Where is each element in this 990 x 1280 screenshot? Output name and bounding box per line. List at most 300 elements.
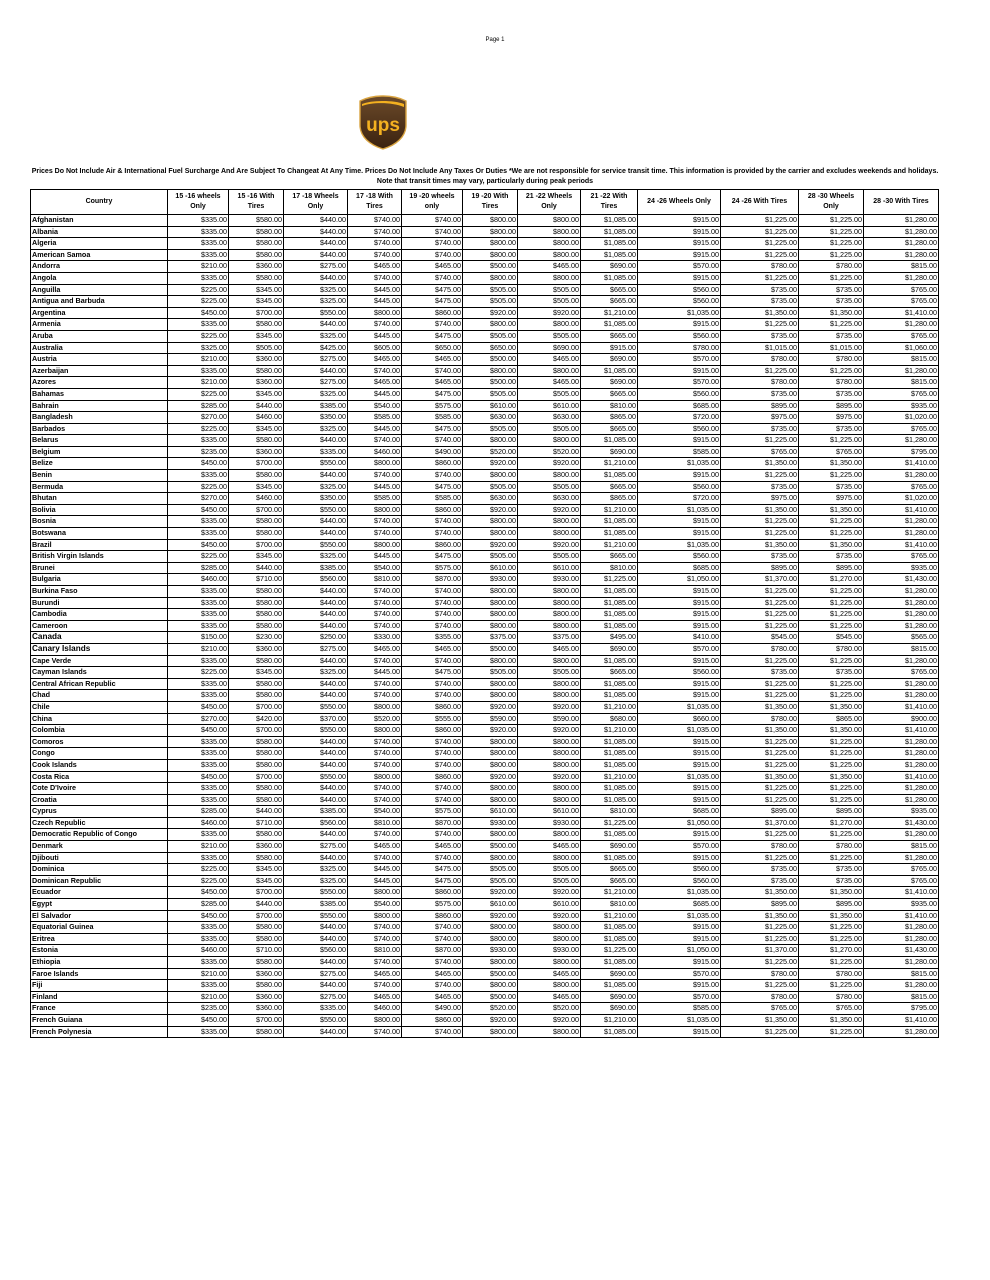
- price-cell: $765.00: [799, 1003, 864, 1015]
- country-cell: China: [31, 713, 168, 725]
- price-cell: $1,225.00: [799, 272, 864, 284]
- price-cell: $735.00: [721, 330, 799, 342]
- price-cell: $740.00: [348, 586, 402, 598]
- price-cell: $465.00: [402, 643, 463, 655]
- price-cell: $660.00: [638, 713, 721, 725]
- country-cell: American Samoa: [31, 249, 168, 261]
- price-cell: $545.00: [799, 632, 864, 644]
- price-cell: $920.00: [463, 725, 518, 737]
- price-cell: $560.00: [638, 481, 721, 493]
- price-cell: $505.00: [463, 864, 518, 876]
- price-cell: $1,225.00: [721, 783, 799, 795]
- price-cell: $1,085.00: [581, 980, 638, 992]
- country-cell: Aruba: [31, 330, 168, 342]
- price-cell: $915.00: [638, 272, 721, 284]
- country-cell: Ecuador: [31, 887, 168, 899]
- price-cell: $465.00: [402, 968, 463, 980]
- price-cell: $800.00: [518, 620, 581, 632]
- price-cell: $1,225.00: [721, 748, 799, 760]
- table-row: [31, 829, 939, 841]
- price-cell: $765.00: [864, 667, 939, 679]
- price-cell: $800.00: [518, 759, 581, 771]
- price-cell: $550.00: [284, 1014, 348, 1026]
- price-cell: $1,085.00: [581, 586, 638, 598]
- table-row: [31, 400, 939, 412]
- price-cell: $1,225.00: [799, 794, 864, 806]
- price-cell: $740.00: [348, 690, 402, 702]
- country-cell: Colombia: [31, 725, 168, 737]
- price-cell: $570.00: [638, 261, 721, 273]
- price-cell: $540.00: [348, 400, 402, 412]
- country-cell: Czech Republic: [31, 817, 168, 829]
- country-cell: Argentina: [31, 307, 168, 319]
- price-cell: $335.00: [168, 794, 229, 806]
- price-cell: $505.00: [463, 284, 518, 296]
- price-cell: $800.00: [463, 609, 518, 621]
- price-cell: $895.00: [721, 400, 799, 412]
- price-cell: $505.00: [229, 342, 284, 354]
- price-cell: $370.00: [284, 713, 348, 725]
- price-cell: $1,085.00: [581, 272, 638, 284]
- price-cell: $800.00: [463, 957, 518, 969]
- column-header: 19 -20 With Tires: [463, 190, 518, 215]
- price-cell: $740.00: [402, 435, 463, 447]
- table-row: [31, 1026, 939, 1038]
- price-cell: $810.00: [348, 574, 402, 586]
- price-cell: $440.00: [284, 528, 348, 540]
- price-cell: $800.00: [518, 528, 581, 540]
- price-cell: $700.00: [229, 458, 284, 470]
- price-cell: $915.00: [638, 516, 721, 528]
- price-cell: $735.00: [721, 875, 799, 887]
- table-row: [31, 458, 939, 470]
- price-cell: $740.00: [402, 922, 463, 934]
- price-cell: $540.00: [348, 806, 402, 818]
- price-cell: $800.00: [463, 319, 518, 331]
- price-cell: $460.00: [229, 412, 284, 424]
- price-cell: $580.00: [229, 597, 284, 609]
- price-cell: $335.00: [168, 435, 229, 447]
- price-cell: $1,035.00: [638, 458, 721, 470]
- price-cell: $1,225.00: [799, 829, 864, 841]
- price-cell: $580.00: [229, 690, 284, 702]
- price-cell: $685.00: [638, 562, 721, 574]
- price-cell: $895.00: [799, 400, 864, 412]
- price-cell: $325.00: [284, 875, 348, 887]
- price-cell: $800.00: [518, 852, 581, 864]
- price-cell: $1,050.00: [638, 574, 721, 586]
- table-row: [31, 597, 939, 609]
- price-cell: $1,225.00: [721, 655, 799, 667]
- price-cell: $505.00: [463, 481, 518, 493]
- price-cell: $765.00: [864, 296, 939, 308]
- price-cell: $740.00: [348, 238, 402, 250]
- price-cell: $385.00: [284, 806, 348, 818]
- price-cell: $440.00: [284, 238, 348, 250]
- price-cell: $580.00: [229, 736, 284, 748]
- price-cell: $505.00: [518, 330, 581, 342]
- price-cell: $335.00: [168, 609, 229, 621]
- price-cell: $1,225.00: [799, 470, 864, 482]
- price-cell: $735.00: [799, 667, 864, 679]
- price-cell: $915.00: [638, 922, 721, 934]
- price-cell: $410.00: [638, 632, 721, 644]
- price-cell: $335.00: [168, 922, 229, 934]
- column-header: 24 -26 With Tires: [721, 190, 799, 215]
- price-cell: $335.00: [168, 933, 229, 945]
- price-cell: $1,085.00: [581, 435, 638, 447]
- price-cell: $1,225.00: [721, 597, 799, 609]
- price-cell: $440.00: [284, 852, 348, 864]
- price-cell: $800.00: [518, 597, 581, 609]
- price-cell: $505.00: [518, 864, 581, 876]
- price-cell: $360.00: [229, 841, 284, 853]
- price-cell: $740.00: [348, 1026, 402, 1038]
- price-cell: $505.00: [463, 423, 518, 435]
- price-cell: $915.00: [638, 470, 721, 482]
- price-cell: $550.00: [284, 458, 348, 470]
- price-cell: $1,280.00: [864, 597, 939, 609]
- price-cell: $580.00: [229, 678, 284, 690]
- country-cell: Belarus: [31, 435, 168, 447]
- country-cell: Croatia: [31, 794, 168, 806]
- price-cell: $800.00: [518, 829, 581, 841]
- price-cell: $1,085.00: [581, 852, 638, 864]
- price-cell: $1,430.00: [864, 945, 939, 957]
- price-cell: $580.00: [229, 609, 284, 621]
- price-cell: $665.00: [581, 481, 638, 493]
- price-cell: $1,225.00: [721, 922, 799, 934]
- price-cell: $210.00: [168, 261, 229, 273]
- price-cell: $815.00: [864, 841, 939, 853]
- price-cell: $325.00: [284, 388, 348, 400]
- price-cell: $1,020.00: [864, 412, 939, 424]
- price-cell: $935.00: [864, 806, 939, 818]
- price-cell: $440.00: [284, 678, 348, 690]
- price-cell: $1,370.00: [721, 817, 799, 829]
- price-cell: $350.00: [284, 412, 348, 424]
- price-cell: $1,350.00: [799, 504, 864, 516]
- price-cell: $740.00: [402, 597, 463, 609]
- price-cell: $465.00: [518, 377, 581, 389]
- price-cell: $740.00: [402, 249, 463, 261]
- price-cell: $870.00: [402, 574, 463, 586]
- price-cell: $580.00: [229, 435, 284, 447]
- price-cell: $225.00: [168, 296, 229, 308]
- price-cell: $865.00: [799, 713, 864, 725]
- price-cell: $920.00: [518, 771, 581, 783]
- price-cell: $445.00: [348, 296, 402, 308]
- price-cell: $915.00: [638, 655, 721, 667]
- country-cell: French Polynesia: [31, 1026, 168, 1038]
- price-cell: $1,085.00: [581, 794, 638, 806]
- price-cell: $935.00: [864, 400, 939, 412]
- price-cell: $800.00: [463, 690, 518, 702]
- price-cell: $1,225.00: [721, 759, 799, 771]
- price-cell: $580.00: [229, 249, 284, 261]
- price-cell: $475.00: [402, 864, 463, 876]
- price-cell: $335.00: [168, 783, 229, 795]
- price-cell: $560.00: [638, 296, 721, 308]
- country-cell: Belgium: [31, 446, 168, 458]
- price-cell: $1,085.00: [581, 759, 638, 771]
- price-cell: $800.00: [463, 528, 518, 540]
- price-cell: $450.00: [168, 910, 229, 922]
- price-cell: $250.00: [284, 632, 348, 644]
- price-cell: $1,280.00: [864, 829, 939, 841]
- price-cell: $800.00: [463, 435, 518, 447]
- price-cell: $475.00: [402, 875, 463, 887]
- price-cell: $665.00: [581, 667, 638, 679]
- price-cell: $915.00: [638, 435, 721, 447]
- price-cell: $610.00: [463, 806, 518, 818]
- price-cell: $780.00: [799, 261, 864, 273]
- price-cell: $505.00: [463, 551, 518, 563]
- price-cell: $590.00: [463, 713, 518, 725]
- price-cell: $580.00: [229, 215, 284, 227]
- price-cell: $920.00: [518, 1014, 581, 1026]
- price-cell: $1,280.00: [864, 678, 939, 690]
- price-cell: $915.00: [638, 609, 721, 621]
- price-cell: $780.00: [638, 342, 721, 354]
- price-cell: $860.00: [402, 771, 463, 783]
- price-cell: $475.00: [402, 284, 463, 296]
- price-cell: $800.00: [518, 365, 581, 377]
- price-cell: $335.00: [168, 852, 229, 864]
- price-cell: $440.00: [284, 759, 348, 771]
- price-cell: $590.00: [518, 713, 581, 725]
- price-cell: $740.00: [348, 829, 402, 841]
- price-cell: $465.00: [518, 643, 581, 655]
- price-cell: $1,035.00: [638, 504, 721, 516]
- price-cell: $1,225.00: [721, 736, 799, 748]
- price-cell: $1,225.00: [721, 933, 799, 945]
- price-cell: $285.00: [168, 899, 229, 911]
- price-cell: $860.00: [402, 504, 463, 516]
- price-cell: $580.00: [229, 620, 284, 632]
- price-cell: $580.00: [229, 759, 284, 771]
- price-cell: $505.00: [463, 330, 518, 342]
- price-cell: $795.00: [864, 1003, 939, 1015]
- price-cell: $685.00: [638, 400, 721, 412]
- price-cell: $440.00: [229, 806, 284, 818]
- price-cell: $630.00: [518, 493, 581, 505]
- price-cell: $580.00: [229, 516, 284, 528]
- price-cell: $580.00: [229, 470, 284, 482]
- price-cell: $1,035.00: [638, 701, 721, 713]
- table-row: [31, 446, 939, 458]
- price-cell: $450.00: [168, 701, 229, 713]
- price-cell: $465.00: [348, 354, 402, 366]
- price-cell: $800.00: [463, 748, 518, 760]
- country-cell: Angola: [31, 272, 168, 284]
- price-cell: $550.00: [284, 701, 348, 713]
- price-cell: $1,350.00: [721, 910, 799, 922]
- price-cell: $740.00: [402, 1026, 463, 1038]
- price-cell: $225.00: [168, 875, 229, 887]
- price-cell: $690.00: [581, 841, 638, 853]
- price-cell: $460.00: [229, 493, 284, 505]
- price-cell: $335.00: [284, 1003, 348, 1015]
- price-cell: $445.00: [348, 481, 402, 493]
- price-cell: $765.00: [864, 423, 939, 435]
- table-row: [31, 817, 939, 829]
- price-cell: $580.00: [229, 794, 284, 806]
- price-cell: $345.00: [229, 330, 284, 342]
- price-cell: $765.00: [864, 864, 939, 876]
- price-cell: $345.00: [229, 667, 284, 679]
- price-cell: $1,410.00: [864, 307, 939, 319]
- price-cell: $800.00: [518, 690, 581, 702]
- price-cell: $915.00: [638, 226, 721, 238]
- ups-logo-text: ups: [366, 115, 400, 136]
- price-cell: $795.00: [864, 446, 939, 458]
- price-cell: $505.00: [518, 875, 581, 887]
- price-cell: $325.00: [284, 551, 348, 563]
- price-cell: $475.00: [402, 330, 463, 342]
- price-cell: $505.00: [463, 667, 518, 679]
- column-header: 24 -26 Wheels Only: [638, 190, 721, 215]
- table-row: [31, 852, 939, 864]
- price-cell: $740.00: [402, 319, 463, 331]
- price-cell: $800.00: [348, 701, 402, 713]
- price-cell: $740.00: [402, 748, 463, 760]
- price-cell: $1,225.00: [799, 226, 864, 238]
- price-cell: $740.00: [402, 226, 463, 238]
- price-cell: $1,280.00: [864, 226, 939, 238]
- price-cell: $800.00: [518, 272, 581, 284]
- price-cell: $710.00: [229, 945, 284, 957]
- country-cell: British Virgin Islands: [31, 551, 168, 563]
- country-cell: Anguilla: [31, 284, 168, 296]
- price-cell: $575.00: [402, 400, 463, 412]
- price-cell: $1,050.00: [638, 945, 721, 957]
- price-cell: $865.00: [581, 412, 638, 424]
- price-cell: $325.00: [284, 667, 348, 679]
- price-cell: $520.00: [518, 446, 581, 458]
- table-row: [31, 261, 939, 273]
- price-cell: $345.00: [229, 423, 284, 435]
- price-cell: $740.00: [348, 249, 402, 261]
- country-cell: Bangladesh: [31, 412, 168, 424]
- price-cell: $580.00: [229, 980, 284, 992]
- price-cell: $1,280.00: [864, 609, 939, 621]
- price-cell: $1,225.00: [721, 690, 799, 702]
- price-cell: $740.00: [348, 783, 402, 795]
- price-cell: $570.00: [638, 841, 721, 853]
- price-cell: $210.00: [168, 991, 229, 1003]
- price-cell: $560.00: [638, 423, 721, 435]
- table-row: [31, 667, 939, 679]
- price-cell: $520.00: [463, 446, 518, 458]
- price-cell: $610.00: [518, 562, 581, 574]
- price-cell: $810.00: [581, 806, 638, 818]
- price-cell: $1,210.00: [581, 539, 638, 551]
- price-cell: $440.00: [284, 597, 348, 609]
- price-cell: $920.00: [518, 539, 581, 551]
- price-cell: $1,210.00: [581, 307, 638, 319]
- table-row: [31, 423, 939, 435]
- price-cell: $740.00: [348, 933, 402, 945]
- price-cell: $465.00: [348, 991, 402, 1003]
- price-cell: $1,085.00: [581, 748, 638, 760]
- price-cell: $800.00: [463, 829, 518, 841]
- country-cell: Dominica: [31, 864, 168, 876]
- price-cell: $335.00: [168, 957, 229, 969]
- price-cell: $440.00: [284, 272, 348, 284]
- price-cell: $1,350.00: [721, 458, 799, 470]
- price-cell: $610.00: [518, 899, 581, 911]
- price-cell: $915.00: [638, 319, 721, 331]
- price-cell: $490.00: [402, 446, 463, 458]
- price-cell: $445.00: [348, 667, 402, 679]
- price-cell: $920.00: [518, 701, 581, 713]
- price-cell: $740.00: [402, 957, 463, 969]
- price-cell: $800.00: [463, 759, 518, 771]
- price-cell: $325.00: [284, 284, 348, 296]
- table-row: [31, 794, 939, 806]
- price-cell: $460.00: [348, 1003, 402, 1015]
- table-row: [31, 620, 939, 632]
- table-row: [31, 632, 939, 644]
- price-cell: $735.00: [721, 284, 799, 296]
- table-body: [31, 215, 939, 1038]
- price-cell: $450.00: [168, 725, 229, 737]
- price-cell: $500.00: [463, 377, 518, 389]
- country-cell: Burkina Faso: [31, 586, 168, 598]
- price-cell: $580.00: [229, 655, 284, 667]
- price-cell: $920.00: [463, 504, 518, 516]
- price-cell: $450.00: [168, 887, 229, 899]
- price-cell: $735.00: [799, 481, 864, 493]
- price-cell: $425.00: [284, 342, 348, 354]
- price-cell: $915.00: [581, 342, 638, 354]
- price-cell: $465.00: [348, 841, 402, 853]
- price-cell: $860.00: [402, 725, 463, 737]
- price-cell: $1,085.00: [581, 215, 638, 227]
- price-cell: $335.00: [168, 365, 229, 377]
- price-cell: $610.00: [518, 806, 581, 818]
- price-cell: $150.00: [168, 632, 229, 644]
- price-cell: $800.00: [348, 771, 402, 783]
- price-cell: $385.00: [284, 899, 348, 911]
- table-row: [31, 899, 939, 911]
- price-cell: $860.00: [402, 887, 463, 899]
- price-cell: $665.00: [581, 330, 638, 342]
- table-row: [31, 470, 939, 482]
- price-cell: $1,225.00: [799, 1026, 864, 1038]
- ups-shield-icon: [358, 95, 408, 150]
- price-cell: $1,225.00: [799, 249, 864, 261]
- price-cell: $765.00: [864, 330, 939, 342]
- price-cell: $580.00: [229, 933, 284, 945]
- table-row: [31, 296, 939, 308]
- table-row: [31, 1014, 939, 1026]
- price-cell: $445.00: [348, 330, 402, 342]
- price-cell: $700.00: [229, 910, 284, 922]
- price-cell: $735.00: [799, 388, 864, 400]
- price-cell: $360.00: [229, 991, 284, 1003]
- table-row: [31, 655, 939, 667]
- price-cell: $275.00: [284, 354, 348, 366]
- price-cell: $800.00: [518, 319, 581, 331]
- price-cell: $800.00: [518, 922, 581, 934]
- price-cell: $560.00: [638, 284, 721, 296]
- price-cell: $740.00: [348, 272, 402, 284]
- price-cell: $335.00: [168, 319, 229, 331]
- price-cell: $780.00: [799, 377, 864, 389]
- table-row: [31, 528, 939, 540]
